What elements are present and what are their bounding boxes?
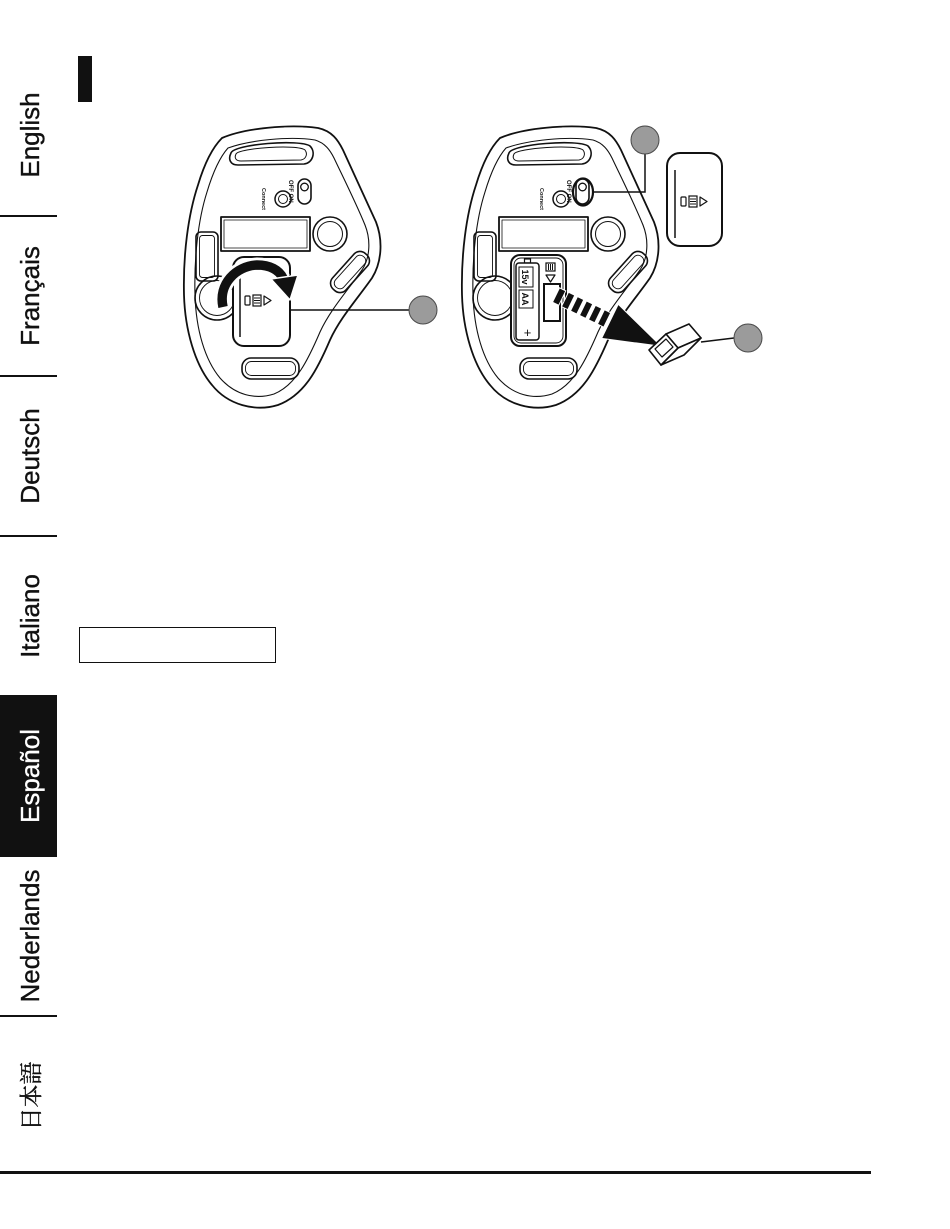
- callout-usb-receiver: [701, 324, 762, 352]
- callout-marker: [734, 324, 762, 352]
- footer-rule: [0, 1171, 871, 1174]
- language-tab-german: [0, 375, 57, 535]
- callout-leader: [701, 338, 734, 342]
- battery-size-label: AA: [520, 292, 530, 306]
- language-tab-english: [0, 55, 57, 215]
- language-tabs: [0, 0, 57, 1175]
- language-tab-label: Español: [15, 729, 46, 823]
- callout-marker: [631, 126, 659, 154]
- language-tab-label: Deutsch: [15, 408, 46, 504]
- connect-button-label: Connect: [538, 188, 544, 210]
- usb-receiver: [649, 324, 701, 365]
- aa-battery: [516, 259, 539, 340]
- language-tab-label: English: [15, 92, 46, 178]
- mouse-bottom-open: [462, 126, 659, 407]
- language-tab-label: Français: [15, 246, 46, 346]
- removed-battery-cover: [667, 153, 722, 246]
- language-tab-italian: [0, 535, 57, 695]
- mouse-bottom-closed: [184, 126, 381, 407]
- empty-note-box: [79, 627, 276, 663]
- power-switch-label: OFF ON: [565, 180, 571, 203]
- battery-polarity-label: +: [523, 325, 532, 340]
- receiver-install-illustration: [170, 115, 780, 420]
- power-switch-label: OFF ON: [287, 180, 293, 203]
- language-tab-label: 日本語: [17, 1061, 44, 1131]
- language-tab-japanese: [0, 1015, 57, 1175]
- connect-button-label: Connect: [260, 188, 266, 210]
- language-tab-label: Nederlands: [15, 869, 46, 1003]
- language-tab-spanish: [0, 695, 57, 855]
- language-tab-french: [0, 215, 57, 375]
- battery-voltage-label: 15v: [520, 269, 530, 285]
- section-marker: [78, 56, 92, 102]
- language-tab-dutch: [0, 855, 57, 1015]
- language-tab-label: Italiano: [15, 574, 46, 658]
- callout-marker: [409, 296, 437, 324]
